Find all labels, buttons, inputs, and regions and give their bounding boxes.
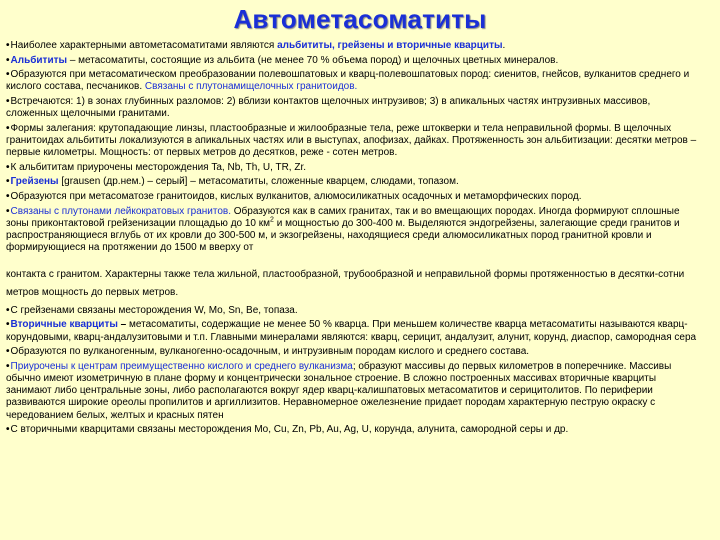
paragraph-text: . — [502, 40, 506, 51]
bullet-marker: • — [6, 319, 10, 331]
paragraph-text: С грейзенами связаны месторождения W, Mo, Sn, Be, топаза. — [10, 304, 298, 316]
paragraph-text: метасоматиты, содержащие не менее 50 % кварца — [129, 319, 367, 331]
bullet-marker: • — [6, 95, 10, 107]
highlight-text: Связаны с плутонамищелочных гранитоидов. — [144, 81, 358, 93]
paragraph-intro — [6, 40, 698, 52]
page-title: Автометасоматиты — [233, 4, 487, 34]
bullet-marker: • — [6, 122, 10, 134]
bullet-marker: • — [6, 205, 10, 217]
term-albitites: Альбититы — [10, 54, 68, 66]
paragraph-text: Встречаются: 1) в зонах глубинных разломов: 2) вблизи контактов щелочных интрузивов; 3) в апикальных частях интрузивных массивов, сложенных щелочными гранитами. — [6, 95, 651, 120]
bullet-marker: • — [6, 40, 10, 51]
bullet-marker: • — [6, 176, 10, 188]
highlight-text: Связаны с плутонами лейкократовых гранитов. — [10, 205, 231, 217]
paragraph-text: Наиболее характерными автометасоматитами являются — [10, 40, 278, 51]
bullet-marker: • — [6, 161, 10, 173]
paragraph-secondary-quartzites-structure — [6, 361, 698, 422]
paragraph-text: Образуются по вулканогенным, вулканогенно-осадочным, и интрузивным породам кислого и среднего состава. — [10, 346, 530, 358]
paragraph-text: – метасоматиты, состоящие из альбита (не менее 70 % объема пород) и щелочных цветных минералов. — [67, 54, 559, 66]
bullet-marker: • — [6, 424, 10, 436]
paragraph-text: С вторичными кварцитами связаны месторождения Mo, Cu, Zn, Pb, Au, Ag, U, корунда, алунита, самородной серы и др. — [10, 424, 569, 436]
paragraph-text: Образуются как в самих гранитах, так и во вмещающих породах. Иногда формируют сплошные зоны приконтактовой грейзенизации площадью до 10 км — [6, 205, 680, 229]
paragraph-text: Образуются при метасоматозе гранитоидов, кислых вулканитов, алюмосиликатных осадочных и метаморфических пород. — [10, 190, 582, 202]
bullet-marker: • — [6, 346, 10, 358]
paragraph-text: . При меньшем количестве кварца метасоматиты называются кварц-корундовыми, кварц-андалузитовыми и т.п. Главными минералами являются: кварц, серицит, андалузит, алунит, корунд, диаспор, самородная сера — [6, 319, 697, 343]
paragraph-albitites-occurrence — [6, 96, 698, 120]
highlight-text: альбититы, грейзены и вторичные кварциты — [277, 40, 503, 51]
paragraph-albitites-deposits — [6, 162, 698, 174]
paragraph-text: Образуются при метасоматическом преобразовании полевошпатовых и кварц-полевошпатовых пород: сиенитов, гнейсов, вулканитов среднего и кислого состава, песчаников. — [6, 69, 690, 93]
bullet-marker: • — [6, 360, 10, 372]
paragraph-text: ; образуют массивы до первых километров в поперечнике. Массивы обычно имеют изометричную в плане форму и концентрически зональное строение. В сложно построенных массивах вторичные кварциты занимают либо центральные зоны, либо располагаются вокруг ядер кварц-калишпатовых метасоматитов и серицитолитов. По периферии развиваются широкие ореолы пропилитов и аргиллизитов. Неравномерное ожелезнение придает породам характерную пеструю окраску с чередованием белых, желтых и красных пятен — [6, 360, 672, 421]
bullet-marker: • — [6, 69, 10, 81]
superscript-text: 2 — [270, 216, 274, 224]
paragraph-albitites-forms — [6, 123, 698, 160]
paragraph-secondary-quartzites-deposits — [6, 424, 698, 436]
paragraph-albitites-formation — [6, 69, 698, 93]
paragraph-greisens-formation — [6, 191, 698, 203]
highlight-text: Приурочены к центрам преимущественно кислого и среднего вулканизма — [10, 360, 353, 372]
bullet-marker: • — [6, 190, 10, 202]
bullet-marker: • — [6, 304, 10, 316]
paragraph-text: – — [117, 319, 130, 331]
paragraph-text: Формы залегания: крутопадающие линзы, пластообразные и жилообразные тела, реже штокверки и тела неправильной формы. В щелочных гранитоидах альбититы локализуются в апикальных частях или в выступах, апофизах, дайках. Протяженность зон альбитизации: десятки метров – первые километры. Мощность: от первых метров до десятков, реже - сотен метров. — [6, 122, 697, 159]
term-secondary-quartzites: Вторичные кварциты — [10, 319, 118, 331]
document-body — [6, 40, 698, 439]
paragraph-greisens-association — [6, 206, 698, 255]
paragraph-text: К альбититам приурочены месторождения Ta, Nb, Th, U, TR, Zr. — [10, 161, 307, 173]
bullet-marker: • — [6, 54, 10, 66]
paragraph-secondary-quartzites-definition — [6, 319, 698, 343]
paragraph-albitites-definition — [6, 55, 698, 67]
paragraph-text: и мощностью до 300-400 м. Выделяются эндогрейзены, залегающие среди гранитов и распространяющиеся вглубь от их кровли до 300-500 м, и экзогрейзены, находящиеся среди алюмосиликатных пород гранитной кровли и формирующиеся на протяжении до 1500 м вверху от — [6, 217, 680, 254]
paragraph-greisens-contact — [6, 266, 698, 302]
paragraph-text: [grausen (др.нем.) – серый] – метасоматиты, сложенные кварцем, слюдами, топазом. — [58, 176, 459, 188]
paragraph-secondary-quartzites-formation — [6, 346, 698, 358]
paragraph-text: контакта с гранитом. Характерны также тела жильной, пластообразной, трубообразной и неправильной формы протяженностью в десятки-сотни метров мощность до первых метров. — [6, 269, 685, 299]
paragraph-greisens-definition — [6, 176, 698, 188]
term-greisens: Грейзены — [10, 176, 59, 188]
paragraph-greisens-deposits — [6, 305, 698, 317]
